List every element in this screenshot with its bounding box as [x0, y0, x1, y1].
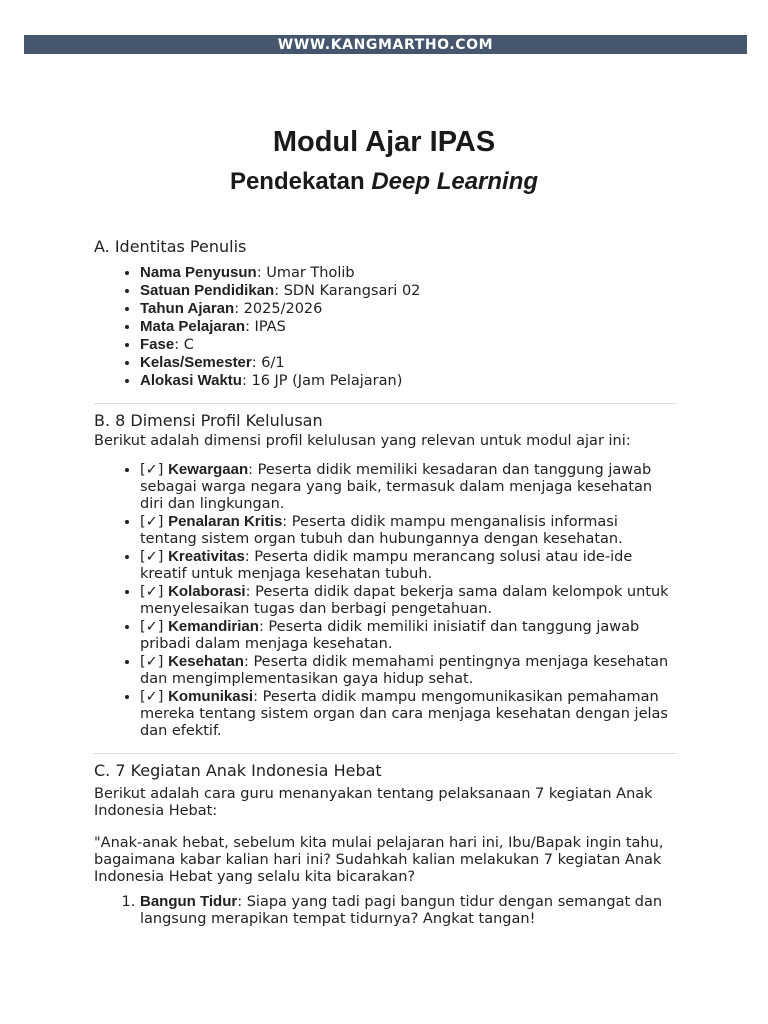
list-item: [140, 548, 677, 583]
item-text: : Peserta didik mampu menganalisis informasi tentang sistem organ tubuh dan hubungannya dengan kesehatan.: [140, 514, 623, 547]
check-mark: [✓]: [140, 549, 169, 565]
item-label: Bangun Tidur: [140, 893, 238, 910]
item-text: : Peserta didik memahami pentingnya menjaga kesehatan dan mengimplementasikan gaya hidup sehat.: [140, 654, 669, 687]
list-item: [140, 513, 677, 548]
section-divider: [94, 753, 677, 754]
item-label: Penalaran Kritis: [168, 513, 283, 530]
item-label: Kesehatan: [168, 653, 244, 670]
check-mark: [✓]: [140, 584, 169, 600]
list-item: [140, 336, 677, 354]
list-item: [140, 318, 677, 336]
section-b-intro: Berikut adalah dimensi profil kelulusan yang relevan untuk modul ajar ini:: [94, 433, 631, 449]
item-value: : 2025/2026: [234, 301, 323, 317]
item-label: Komunikasi: [168, 688, 254, 705]
subtitle-prefix: Pendekatan: [229, 168, 372, 195]
item-value: : 6/1: [251, 355, 285, 371]
list-item: [140, 688, 677, 740]
check-mark: [✓]: [140, 689, 169, 705]
item-label: Kreativitas: [168, 548, 245, 565]
item-label: Nama Penyusun: [140, 264, 257, 281]
item-label: Mata Pelajaran: [140, 318, 246, 335]
check-mark: [✓]: [140, 619, 169, 635]
section-divider: [94, 403, 677, 404]
page-subtitle: [0, 168, 768, 196]
section-b-heading: B. 8 Dimensi Profil Kelulusan: [94, 411, 323, 430]
item-value: : Umar Tholib: [256, 265, 355, 281]
section-c-heading: C. 7 Kegiatan Anak Indonesia Hebat: [94, 761, 382, 780]
site-banner: WWW.KANGMARTHO.COM: [24, 35, 747, 54]
item-text: : Peserta didik dapat bekerja sama dalam kelompok untuk menyelesaikan tugas dan berbagi pengetahuan.: [140, 584, 669, 617]
item-value: : IPAS: [245, 319, 286, 335]
item-label: Kolaborasi: [168, 583, 246, 600]
item-text: : Peserta didik memiliki inisiatif dan tanggung jawab pribadi dalam menjaga kesehatan.: [140, 619, 640, 652]
check-mark: [✓]: [140, 654, 169, 670]
item-text: : Peserta didik mampu merancang solusi atau ide-ide kreatif untuk menjaga kesehatan tubuh.: [140, 549, 633, 582]
subtitle-emphasis: Deep Learning: [371, 168, 539, 195]
item-value: : C: [174, 337, 194, 353]
list-item: [140, 282, 677, 300]
identity-list: [94, 264, 677, 390]
list-item: [140, 461, 677, 513]
item-label: Alokasi Waktu: [140, 372, 242, 389]
item-value: : 16 JP (Jam Pelajaran): [241, 373, 403, 389]
list-item: [140, 300, 677, 318]
section-a-heading: A. Identitas Penulis: [94, 237, 247, 256]
item-text: : Siapa yang tadi pagi bangun tidur dengan semangat dan langsung merapikan tempat tidurnya? Angkat tangan!: [140, 894, 663, 927]
page-title: Modul Ajar IPAS: [272, 126, 496, 158]
item-label: Kewargaan: [168, 461, 249, 478]
document-body: [94, 238, 677, 928]
item-text: : Peserta didik memiliki kesadaran dan tanggung jawab sebagai warga negara yang baik, termasuk dalam menjaga kesehatan diri dan lingkungan.: [140, 462, 653, 512]
item-label: Satuan Pendidikan: [140, 282, 275, 299]
check-mark: [✓]: [140, 514, 169, 530]
list-item: [140, 653, 677, 688]
item-label: Kemandirian: [168, 618, 259, 635]
item-text: : Peserta didik mampu mengomunikasikan pemahaman mereka tentang sistem organ dan cara menjaga kesehatan dengan jelas dan efektif.: [140, 689, 668, 739]
list-item: [140, 618, 677, 653]
item-label: Fase: [140, 336, 175, 353]
list-item: [140, 264, 677, 282]
dimension-list: [94, 461, 677, 740]
item-value: : SDN Karangsari 02: [274, 283, 421, 299]
check-mark: [✓]: [140, 462, 169, 478]
activity-list: [94, 893, 677, 928]
section-c-intro: Berikut adalah cara guru menanyakan tentang pelaksanaan 7 kegiatan Anak Indonesia Hebat:: [94, 786, 653, 819]
list-item: [140, 354, 677, 372]
item-label: Tahun Ajaran: [140, 300, 235, 317]
list-item: [140, 583, 677, 618]
list-item: [140, 372, 677, 390]
list-item: [140, 893, 677, 928]
item-label: Kelas/Semester: [140, 354, 252, 371]
teacher-quote: "Anak-anak hebat, sebelum kita mulai pelajaran hari ini, Ibu/Bapak ingin tahu, bagaimana kabar kalian hari ini? Sudahkah kalian melakukan 7 kegiatan Anak Indonesia Hebat yang selalu kita bicarakan?: [94, 835, 664, 885]
